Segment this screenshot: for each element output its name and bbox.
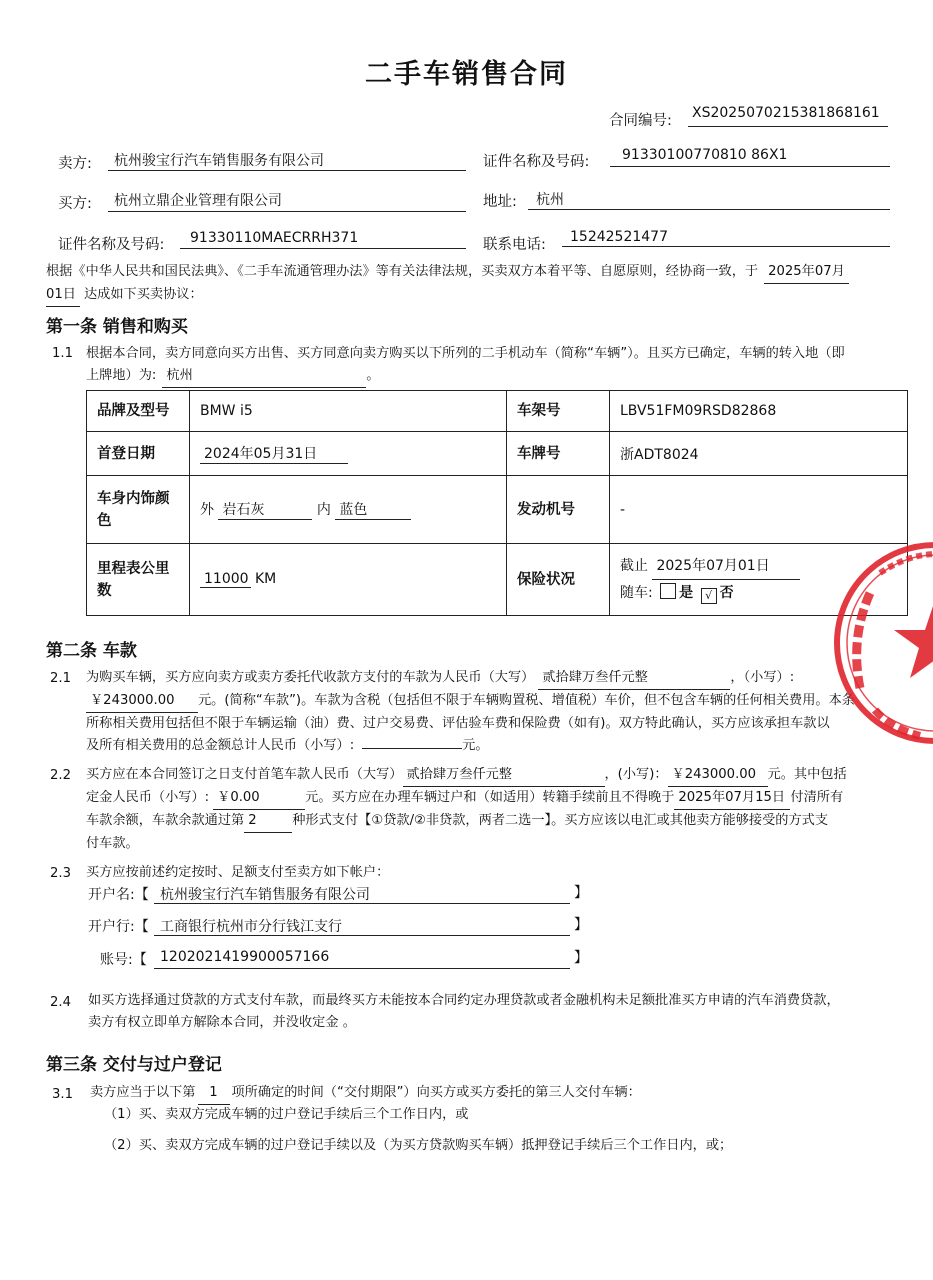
color-label-line2: 色	[97, 512, 112, 529]
buyer-addr-label: 地址:	[483, 194, 517, 210]
engine-value: -	[610, 476, 908, 544]
intro-paragraph	[46, 261, 849, 307]
contract-no-value: XS20250702153818681​61	[692, 105, 880, 121]
p31-option-1: （1）买、卖双方完成车辆的过户登记手续后三个工作日内，或	[104, 1107, 469, 1122]
engine-label: 发动机号	[507, 476, 610, 544]
phone-value: 15242521477	[570, 229, 668, 245]
phone-label: 联系电话:	[483, 237, 546, 253]
p22-deadline: 2025年07月15日	[674, 787, 790, 810]
p21-number: 2.1	[50, 671, 71, 686]
ins-carry-label: 随车:	[620, 585, 653, 601]
p21-lower-amount: ￥243000.00	[86, 690, 198, 713]
p21-upper-amount: 贰拾肆万叁仟元整	[538, 667, 730, 690]
p11-paragraph	[86, 343, 845, 388]
buyer-value: 杭州立鼎企业管理有限公司	[114, 193, 282, 209]
opt-yes-label: 是	[679, 585, 694, 601]
plate-value: 浙ADT8024	[610, 432, 908, 476]
p24-text-a: 如买方选择通过贷款的方式支付车款，而最终买方未能按本合同约定办理贷款或者金融机构未足额批准买方申请的汽车消费贷款，	[88, 993, 840, 1008]
ext-label: 外	[200, 502, 214, 518]
p31-text-b: 项所确定的时间（“交付期限”）向买方或买方委托的第三人交付车辆：	[231, 1085, 641, 1100]
table-row	[87, 391, 908, 432]
intro-text-2: 达成如下买卖协议：	[83, 287, 203, 302]
p21-total-blank	[362, 748, 462, 749]
p23-text: 买方应按前述约定按时、足额支付至卖方如下帐户：	[86, 865, 390, 880]
contract-title: 二手车销售合同	[365, 59, 568, 90]
contract-no-underline	[688, 126, 888, 127]
brand-value: BMW i5	[190, 391, 507, 432]
account-no-value: 1202021419900057166	[160, 949, 330, 965]
seller-label: 卖方:	[58, 156, 92, 172]
checkbox-yes[interactable]	[660, 583, 676, 599]
account-name-underline	[154, 903, 570, 904]
account-name-bracket: 】	[574, 885, 588, 901]
p22-text-h: 种形式支付【①贷款/②非贷款，两者二选一】。买方应该以电汇或其他卖方能够接受的方式支	[292, 813, 829, 828]
ins-until-value: 2025年07月01日	[652, 553, 800, 580]
seller-id-value: 91330100770810 86X1	[622, 147, 788, 163]
color-label-line1: 车身内饰颜	[97, 490, 170, 507]
buyer-underline	[108, 211, 466, 212]
p22-deposit: ￥0.00	[213, 787, 305, 810]
insurance-label: 保险状况	[507, 544, 610, 616]
opt-no-label: 否	[719, 585, 734, 601]
odo-label-line2: 数	[97, 582, 112, 599]
account-bank-underline	[154, 935, 570, 936]
company-seal-icon	[830, 538, 933, 748]
section-2-heading: 第二条 车款	[46, 641, 137, 661]
p31-paragraph	[90, 1082, 641, 1105]
p24-text-b: 卖方有权立即单方解除本合同，并没收定金 。	[88, 1015, 356, 1030]
table-row	[87, 432, 908, 476]
p21-paragraph	[86, 667, 855, 757]
p11-line2: 上牌地）为:	[86, 368, 157, 383]
p31-number: 3.1	[52, 1087, 73, 1102]
first-reg-label: 首登日期	[87, 432, 190, 476]
intro-text-1: 根据《中华人民共和国民法典》、《二手车流通管理办法》等有关法律法规，买卖双方本着平等、自愿原则，经协商一致，于	[46, 264, 759, 279]
p21-text-c: 元。(简称“车款”)。车款为含税（包括但不限于车辆购置税、增值税）车价，但不包含车辆的任何相关费用。本条	[198, 693, 855, 708]
p21-text-d: 所称相关费用包括但不限于车辆运输（油）费、过户交易费、评估验车费和保险费（如有)。双方特此确认，买方应该承担车款以	[86, 716, 830, 731]
seller-id-label: 证件名称及号码:	[483, 154, 590, 170]
p11-place: 杭州	[162, 365, 366, 388]
p31-option-2: （2）买、卖双方完成车辆的过户登记手续以及（为买方贷款购买车辆）抵押登记手续后三个工作日内，或；	[104, 1138, 733, 1153]
account-name-label: 开户名:【	[88, 887, 149, 903]
odo-unit: KM	[255, 571, 277, 587]
p22-paragraph	[86, 764, 847, 855]
p22-text-f: 付清所有	[790, 790, 844, 805]
ins-until-label: 截止	[620, 558, 648, 574]
account-no-label: 账号:【	[100, 952, 147, 968]
account-no-bracket: 】	[574, 950, 588, 966]
p22-number: 2.2	[50, 768, 71, 783]
ext-color-value: 岩石灰	[218, 499, 312, 520]
p21-text-e: 及所有相关费用的总金额总计人民币（小写）:	[86, 738, 355, 753]
p11-number: 1.1	[52, 346, 73, 361]
plate-label: 车牌号	[507, 432, 610, 476]
intro-date-a: 2025年07月	[764, 261, 849, 284]
vehicle-table	[86, 390, 908, 616]
p22-text-d: 定金人民币（小写）:	[86, 790, 210, 805]
p11-line1: 根据本合同，卖方同意向买方出售、买方同意向卖方购买以下所列的二手机动车（简称“车辆”）。且买方已确定，车辆的转入地（即	[86, 346, 845, 361]
seller-id-underline	[610, 166, 890, 167]
brand-label: 品牌及型号	[87, 391, 190, 432]
buyer-id-label: 证件名称及号码:	[58, 237, 165, 253]
section-3-heading: 第三条 交付与过户登记	[46, 1055, 222, 1075]
odo-value: 11000	[200, 571, 251, 588]
phone-underline	[562, 246, 890, 247]
account-bank-label: 开户行:【	[88, 919, 149, 935]
p22-text-g: 车款余额，车款余款通过第	[86, 813, 245, 828]
buyer-label: 买方:	[58, 196, 92, 212]
p21-text-f: 元。	[462, 738, 489, 753]
seller-underline	[108, 170, 466, 171]
table-row	[87, 544, 908, 616]
odo-cell	[190, 544, 507, 616]
p22-text-c: 元。其中包括	[767, 767, 847, 782]
account-bank-value: 工商银行杭州市分行钱江支行	[160, 919, 342, 935]
table-row	[87, 476, 908, 544]
int-label: 内	[316, 502, 331, 518]
intro-date-b: 01日	[46, 284, 80, 307]
buyer-addr-value: 杭州	[536, 192, 564, 208]
p21-text-a: 为购买车辆，买方应向卖方或卖方委托代收款方支付的车款为人民币（大写）	[86, 670, 535, 685]
first-reg-value: 2024年05月31日	[200, 443, 348, 464]
p22-lower-amount: ￥243000.00	[668, 764, 768, 787]
account-name-value: 杭州骏宝行汽车销售服务有限公司	[160, 887, 370, 903]
vin-label: 车架号	[507, 391, 610, 432]
p22-text-e: 元。买方应在办理车辆过户和（如适用）转籍手续前且不得晚于	[305, 790, 675, 805]
p22-method: 2	[244, 810, 292, 833]
int-color-value: 蓝色	[335, 499, 411, 520]
p31-text-a: 卖方应当于以下第	[90, 1085, 196, 1100]
odo-label-line1: 里程表公里	[97, 560, 170, 577]
buyer-id-underline	[180, 248, 466, 249]
p24-paragraph	[88, 990, 840, 1034]
p22-text-b: ，(小写)：	[604, 767, 668, 782]
contract-no-label: 合同编号:	[609, 113, 672, 129]
odo-label	[87, 544, 190, 616]
p31-item: 1	[198, 1082, 230, 1105]
account-bank-bracket: 】	[574, 917, 588, 933]
p22-text-i: 付车款。	[86, 836, 139, 851]
buyer-id-value: 91330110MAECRRH371	[190, 230, 359, 246]
first-reg-cell	[190, 432, 507, 476]
p21-text-b: ，（小写）:	[730, 670, 795, 685]
p24-number: 2.4	[50, 995, 71, 1010]
checkbox-no-checked[interactable]: √	[701, 588, 717, 604]
color-cell	[190, 476, 507, 544]
p22-text-a: 买方应在本合同签订之日支付首笔车款人民币（大写）	[86, 767, 403, 782]
p23-number: 2.3	[50, 866, 71, 881]
vin-value: LBV51FM09RSD82868	[610, 391, 908, 432]
section-1-heading: 第一条 销售和购买	[46, 317, 188, 337]
p11-end: 。	[366, 368, 380, 383]
account-no-underline	[154, 968, 570, 969]
buyer-addr-underline	[528, 209, 890, 210]
color-label	[87, 476, 190, 544]
p22-upper-amount: 贰拾肆万叁仟元整	[403, 764, 605, 787]
seller-value: 杭州骏宝行汽车销售服务有限公司	[114, 153, 324, 169]
